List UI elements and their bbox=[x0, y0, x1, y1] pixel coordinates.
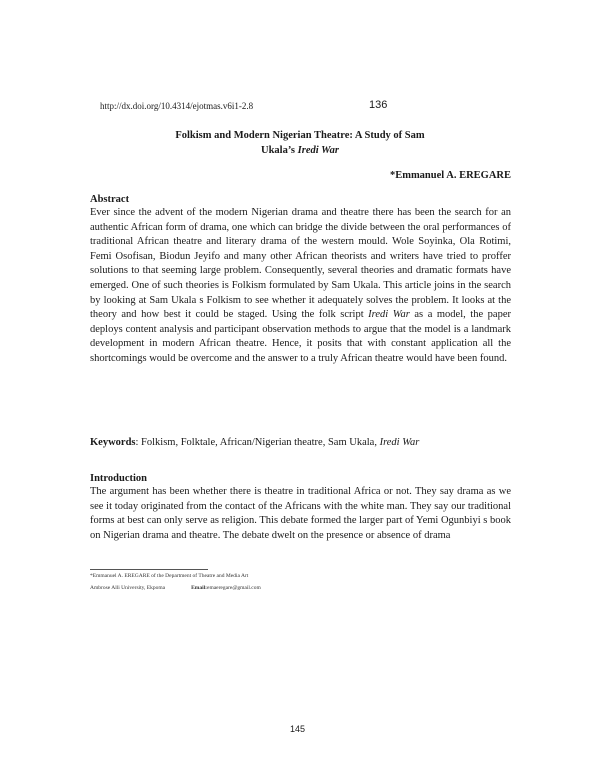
keywords-label: Keywords bbox=[90, 437, 136, 448]
title-play-name: Iredi War bbox=[297, 145, 339, 156]
article-title bbox=[60, 128, 540, 158]
keywords bbox=[90, 436, 511, 451]
header-page-number: 136 bbox=[369, 99, 388, 111]
doi-link[interactable]: http://dx.doi.org/10.4314/ejotmas.v6i1-2.8 bbox=[100, 101, 254, 111]
abstract-text-part-2: as a model, the paper deploys content analysis and participant observation methods to argue that the model is a landmark development in modern African theatre. Hence, it posits that with constant application all the shortcomings would be overcome and the answer to a truly African theatre would have been found. bbox=[90, 309, 511, 364]
footnote-email-label: Email: bbox=[191, 585, 207, 591]
introduction-heading: Introduction bbox=[90, 473, 147, 484]
author-name: *Emmanuel A. EREGARE bbox=[389, 170, 511, 181]
abstract-play-name: Iredi War bbox=[368, 309, 410, 321]
title-line-1: Folkism and Modern Nigerian Theatre: A Study of Sam bbox=[175, 130, 425, 141]
footnote-university: Ambrose Alli University, Ekpoma bbox=[90, 585, 166, 591]
footer-page-number: 145 bbox=[290, 724, 306, 734]
abstract-heading: Abstract bbox=[90, 194, 130, 205]
introduction-body: The argument has been whether there is theatre in traditional Africa or not. They say drama as we see it today originated from the contact of the Africans with the white man. They say our traditional forms at best can only serve as religion. This debate formed the larger part of Yemi Ogunbiyi s book on Nigerian drama and theatre. The debate dwelt on the presence or absence of drama bbox=[90, 486, 511, 541]
title-line-2 bbox=[60, 143, 540, 158]
footnote-affiliation: *Emmanuel A. EREGARE of the Department of Theatre and Media Art bbox=[90, 573, 249, 579]
keywords-list: : Folkism, Folktale, African/Nigerian theatre, Sam Ukala, bbox=[135, 437, 380, 448]
title-line-2-prefix: Ukala’s bbox=[260, 145, 298, 156]
footnote-email-address[interactable]: emaeregare@gmail.com bbox=[207, 585, 261, 591]
footnote-divider bbox=[90, 569, 208, 570]
footnote-email[interactable] bbox=[191, 585, 261, 591]
keywords-play-name: Iredi War bbox=[379, 437, 420, 448]
abstract-text-part-1: Ever since the advent of the modern Nigerian drama and theatre there has been the search for an authentic African form of drama, one which can bridge the divide between the oral performances of traditional African theatre and literary drama of the western mould. Wole Soyinka, Ola Rotimi, Femi Osofisan, Biodun Jeyifo and many other African theorists and writers have tried to proffer solutions to that seeming large problem. Consequently, several theories and dramatic formats have emerged. One of such theories is Folkism formulated by Sam Ukala. This article joins in the search by looking at Sam Ukala s Folkism to see whether it adequately solves the problem. It looks at the theory and how best it could be staged. Using the folk script bbox=[90, 207, 511, 321]
footnote-contact bbox=[90, 585, 261, 591]
abstract-body bbox=[90, 206, 511, 367]
